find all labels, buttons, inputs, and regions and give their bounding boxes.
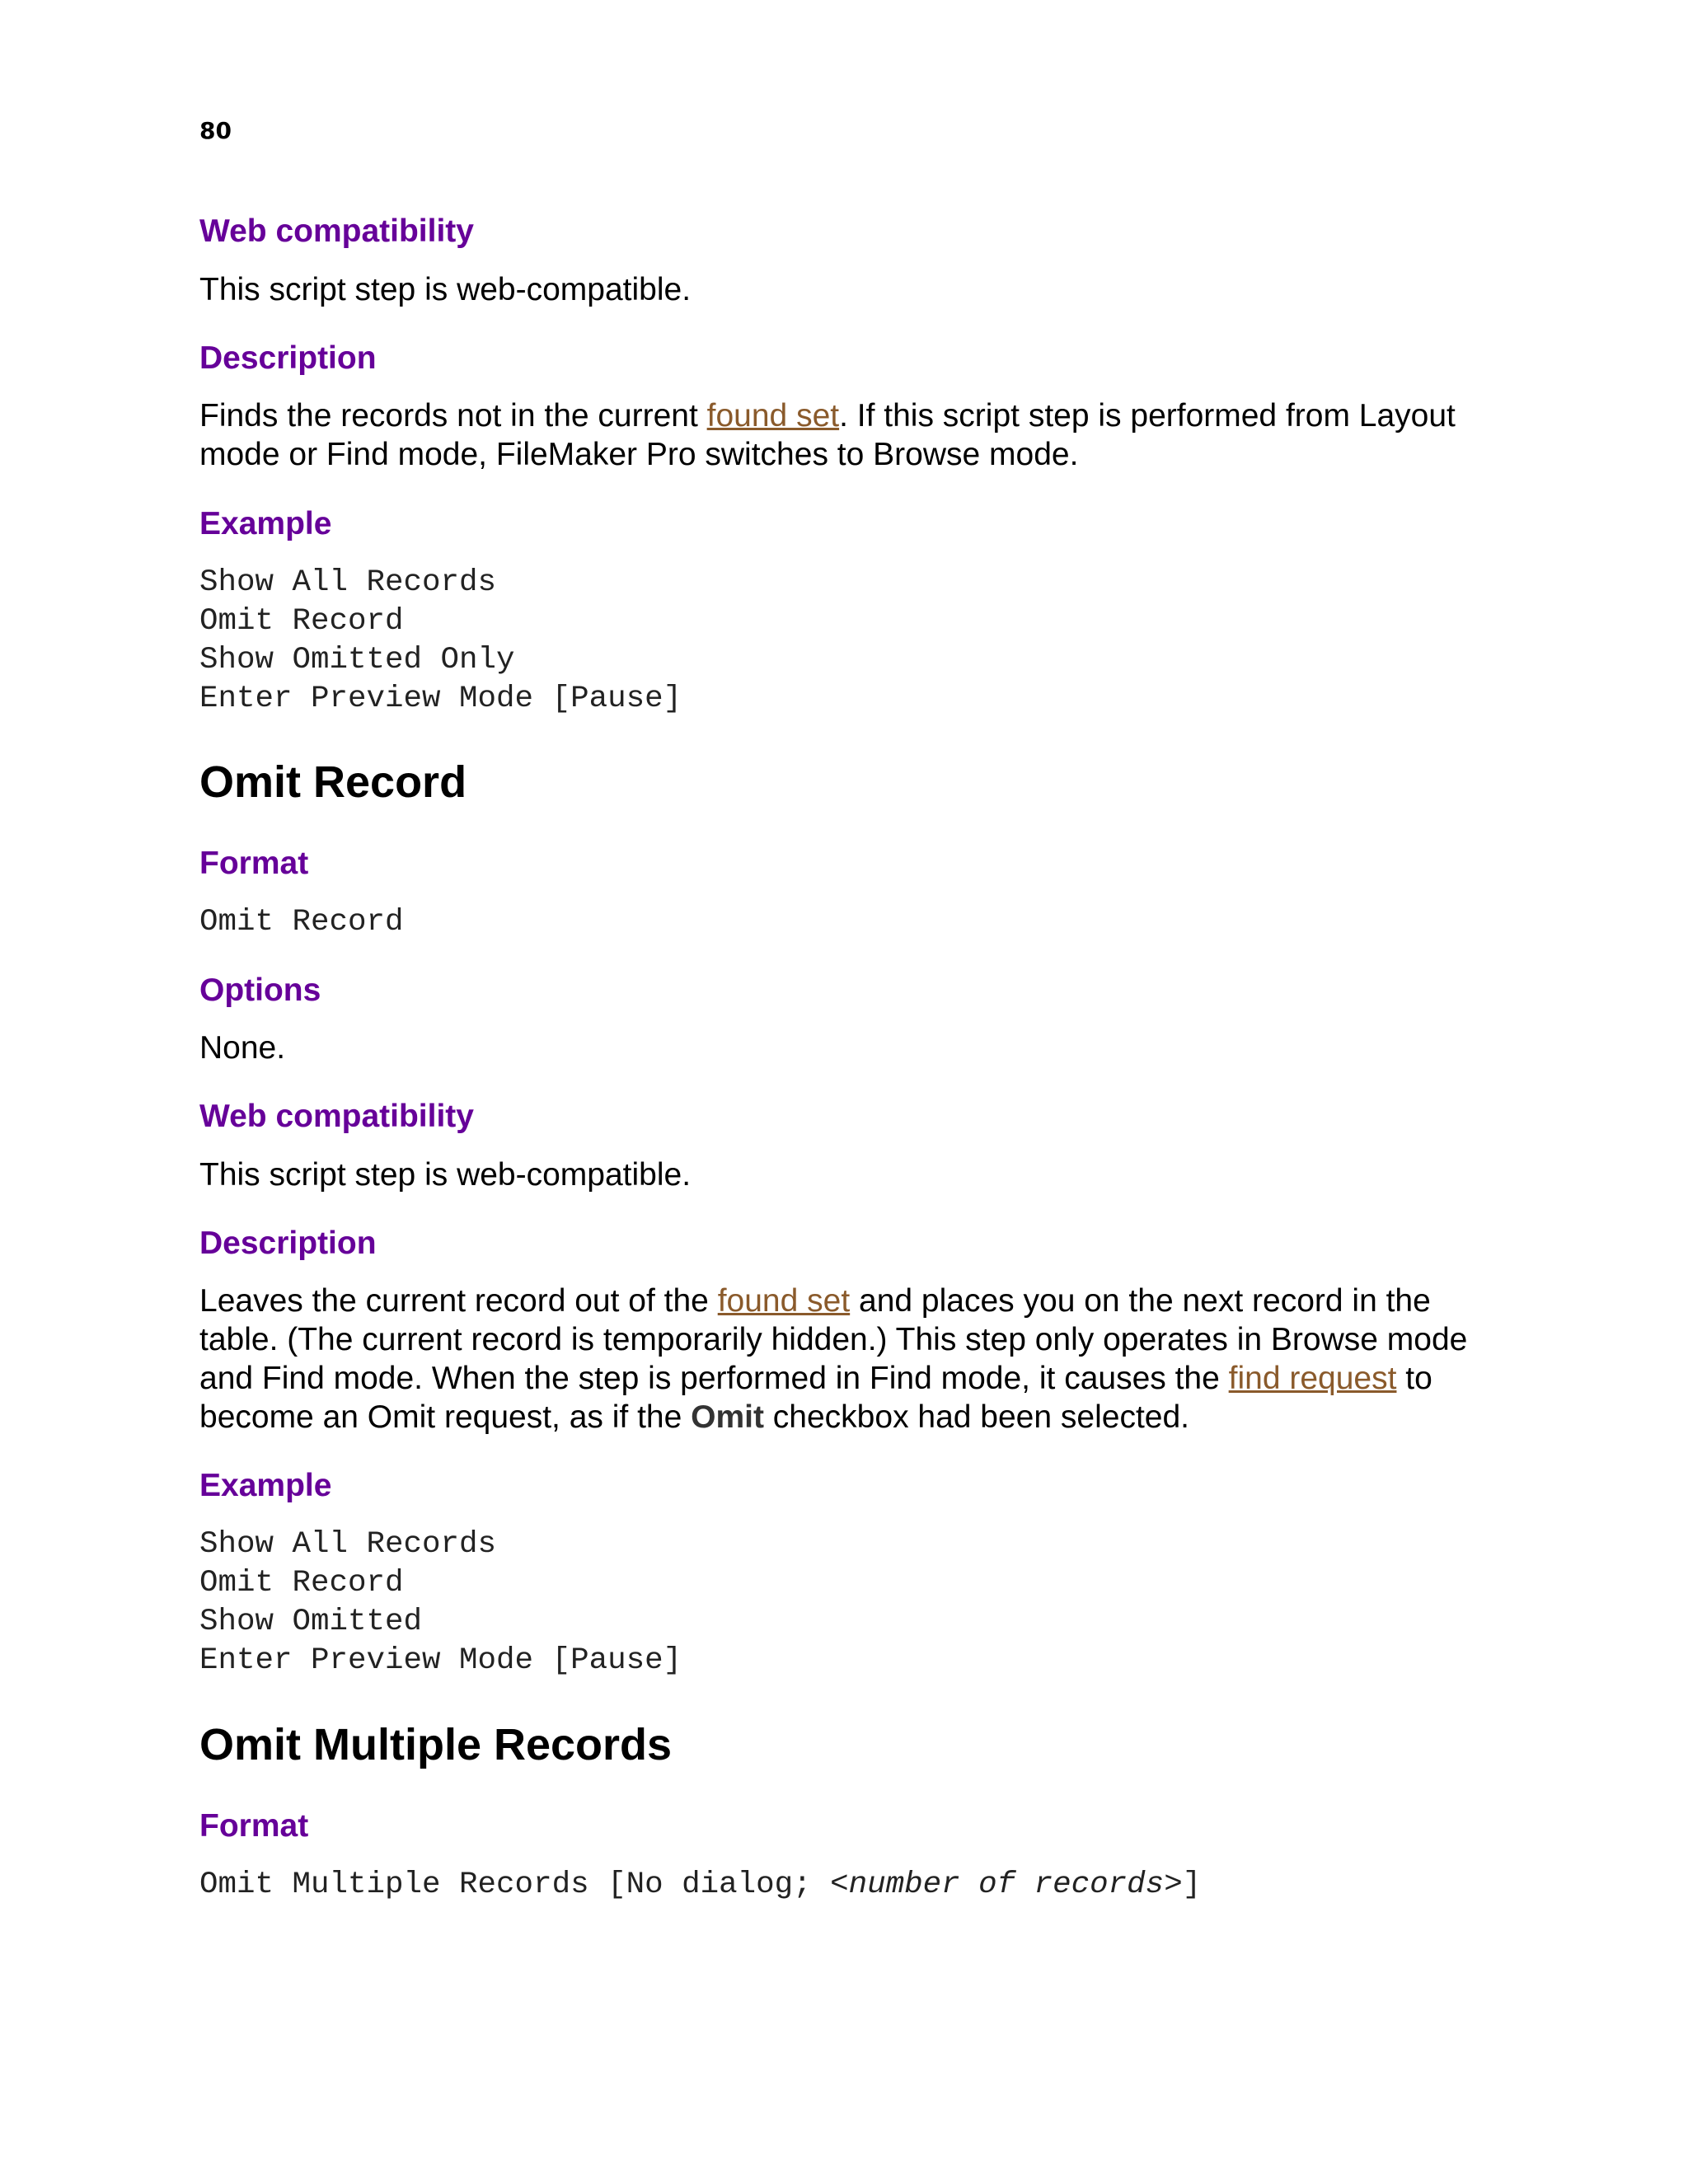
code-line: Omit Record <box>199 604 404 639</box>
code-line: Show Omitted <box>199 1605 423 1639</box>
description-section-2 <box>199 1225 1502 1263</box>
omit-record-title-block <box>199 757 1502 808</box>
description-section-1 <box>199 340 1502 377</box>
example-code-block-1 <box>199 564 1502 719</box>
example-section-2 <box>199 1467 1502 1505</box>
format-code-block-2 <box>199 903 1502 942</box>
format-code <box>199 1866 1502 1905</box>
description-text-part: . If this script step is performed from Layout mode or Find mode, FileMaker Pro switches to Browse mode. <box>199 398 1456 472</box>
options-text-block <box>199 1029 1502 1067</box>
web-compat-section-2 <box>199 1098 1502 1136</box>
format-heading: Format <box>199 846 309 881</box>
format-section-2 <box>199 845 1502 883</box>
description-heading: Description <box>199 1226 377 1261</box>
format-code-part: Omit Multiple Records [No dialog; <box>199 1868 831 1902</box>
code-line: Enter Preview Mode [Pause] <box>199 682 682 716</box>
example-heading: Example <box>199 506 332 541</box>
code-line: Omit Record <box>199 1566 404 1601</box>
web-compat-text-block-2 <box>199 1155 1502 1194</box>
section-title-omit-multiple-records: Omit Multiple Records <box>199 1720 673 1769</box>
description-text-part: checkbox had been selected. <box>763 1399 1189 1435</box>
example-code-block-2 <box>199 1526 1502 1680</box>
code-line: Show All Records <box>199 1527 497 1562</box>
page-number: 80 <box>199 117 232 144</box>
description-text <box>199 1282 1502 1436</box>
description-text-part: to become an Omit request, as if the <box>199 1361 1432 1435</box>
web-compat-heading: Web compatibility <box>199 213 474 249</box>
description-text-block-2 <box>199 1282 1502 1436</box>
description-text <box>199 396 1502 474</box>
section-title-omit-record: Omit Record <box>199 757 467 807</box>
format-code-block-3 <box>199 1866 1502 1905</box>
code-line: Show All Records <box>199 565 497 600</box>
format-section-3 <box>199 1807 1502 1845</box>
example-section-1 <box>199 505 1502 543</box>
options-section-2 <box>199 972 1502 1010</box>
found-set-link[interactable]: found set <box>706 398 840 434</box>
web-compat-heading: Web compatibility <box>199 1099 474 1134</box>
description-text-block-1 <box>199 396 1502 474</box>
description-text-part: Finds the records not in the current <box>199 398 707 434</box>
web-compat-section-1 <box>199 213 1502 251</box>
description-heading: Description <box>199 340 377 376</box>
find-request-link[interactable]: find request <box>1228 1361 1397 1396</box>
omit-checkbox-term: Omit <box>691 1399 764 1435</box>
code-line: Enter Preview Mode [Pause] <box>199 1643 682 1678</box>
web-compat-text: This script step is web-compatible. <box>199 272 692 307</box>
format-code-part: ] <box>1182 1868 1202 1902</box>
format-heading: Format <box>199 1808 309 1844</box>
options-heading: Options <box>199 972 321 1008</box>
web-compat-text: This script step is web-compatible. <box>199 1157 692 1193</box>
omit-multiple-records-title-block <box>199 1719 1502 1770</box>
description-text-part: Leaves the current record out of the <box>199 1283 718 1319</box>
web-compat-text-block <box>199 270 1502 309</box>
found-set-link[interactable]: found set <box>717 1283 851 1319</box>
code-line: Show Omitted Only <box>199 643 515 677</box>
format-code: Omit Record <box>199 905 404 940</box>
example-heading: Example <box>199 1468 332 1503</box>
options-text: None. <box>199 1030 286 1066</box>
format-code-placeholder: <number of records> <box>830 1868 1183 1902</box>
description-text-part: and places you on the next record in the table. (The current record is temporarily hidden.) This step only operates in Browse mode and Find mode. When the step is performed in Find mode, it causes the <box>199 1283 1468 1396</box>
